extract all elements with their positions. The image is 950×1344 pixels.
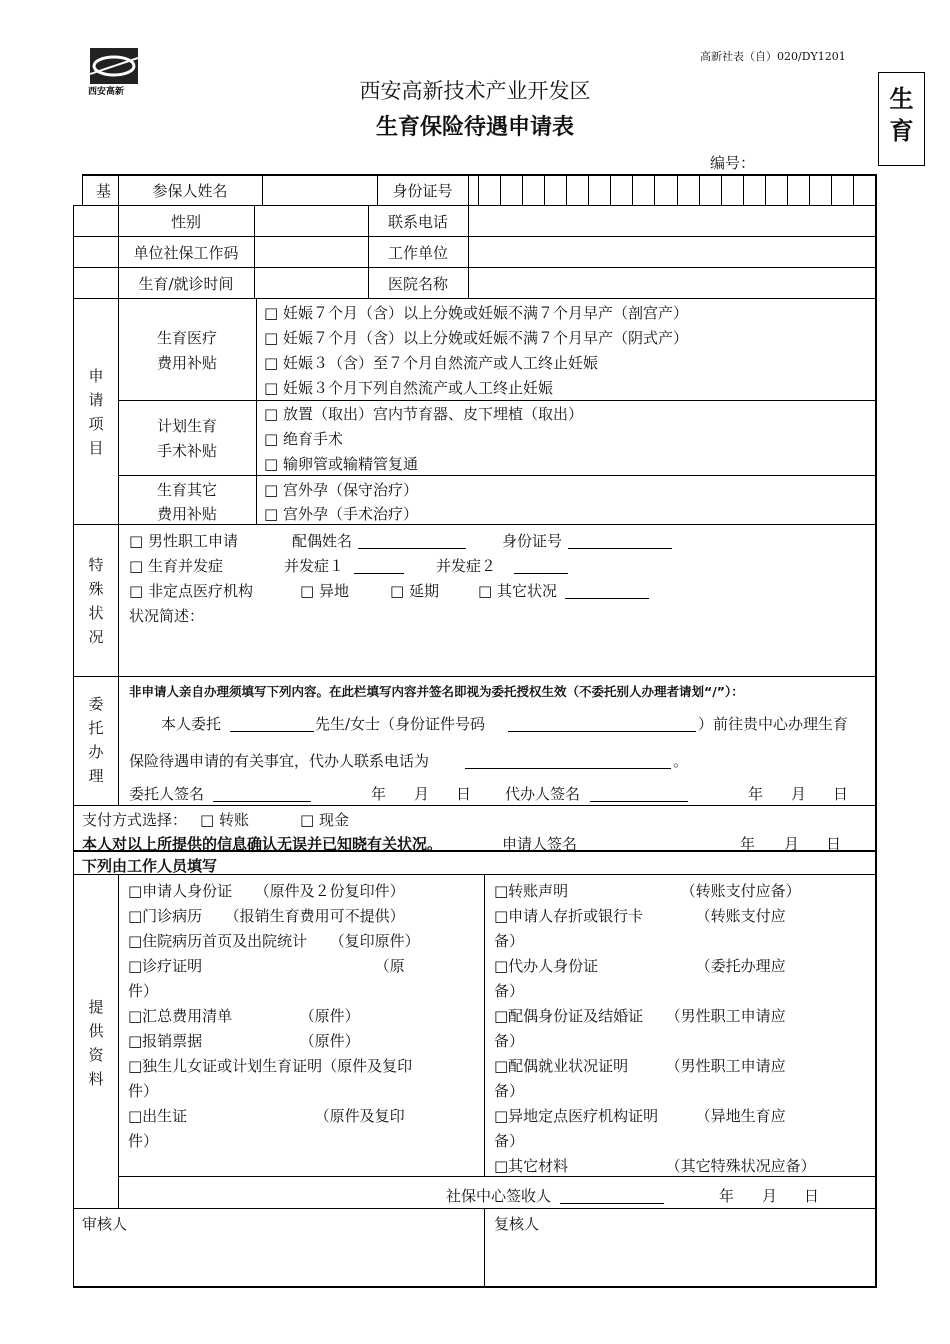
agent-id-field[interactable] <box>508 731 696 732</box>
id-digit-cell[interactable] <box>566 175 589 205</box>
id-digit-cell[interactable] <box>654 175 677 205</box>
section-apply-char: 目 <box>88 439 104 457</box>
material-item[interactable]: 件） <box>128 1132 159 1150</box>
side-label-box <box>878 72 925 166</box>
entruster-sign-label: 委托人签名 <box>129 785 205 803</box>
date-year: 年 <box>740 835 756 853</box>
date-day: 日 <box>833 785 849 803</box>
visit-time-field[interactable] <box>255 268 367 297</box>
section-special-char: 殊 <box>88 580 104 598</box>
complication-2-field[interactable] <box>514 573 568 574</box>
complication-1-label: 并发症１ <box>284 557 345 575</box>
date-day: 日 <box>804 1187 820 1205</box>
material-item[interactable]: □住院病历首页及出院统计 （复印原件） <box>128 932 420 950</box>
agent-phone-field[interactable] <box>465 768 671 769</box>
section-materials-char: 提 <box>88 998 104 1016</box>
date-month: 月 <box>784 835 800 853</box>
complication-checkbox[interactable]: □ 生育并发症 <box>129 557 223 575</box>
other-subsidy-label-1: 生育其它 <box>156 481 217 499</box>
material-item[interactable]: □转账声明 （转账支付应备） <box>494 882 801 900</box>
material-item[interactable]: 件） <box>128 982 159 1000</box>
hospital-label: 医院名称 <box>387 275 448 293</box>
material-item[interactable]: □异地定点医疗机构证明 （异地生育应 <box>494 1107 786 1125</box>
id-digit-cell[interactable] <box>677 175 700 205</box>
id-digit-cell[interactable] <box>544 175 567 205</box>
other-option[interactable]: □ 宫外孕（保守治疗） <box>264 481 418 499</box>
receiver-sign-label: 社保中心签收人 <box>446 1187 552 1205</box>
remote-checkbox[interactable]: □ 异地 <box>300 582 349 600</box>
entrust-line2-b: 。 <box>673 752 689 770</box>
section-special-char: 状 <box>88 604 104 622</box>
material-item[interactable]: 备） <box>494 1082 525 1100</box>
medical-option[interactable]: □ 妊娠７个月（含）以上分娩或妊娠不满７个月早产（阴式产） <box>264 329 688 347</box>
date-month: 月 <box>414 785 430 803</box>
work-unit-label: 工作单位 <box>387 244 448 262</box>
id-digit-cell[interactable] <box>522 175 545 205</box>
section-apply <box>81 364 111 460</box>
male-apply-checkbox[interactable]: □ 男性职工申请 <box>129 532 238 550</box>
section-entrust-char: 托 <box>88 719 104 737</box>
delay-checkbox[interactable]: □ 延期 <box>390 582 439 600</box>
complication-2-label: 并发症２ <box>436 557 497 575</box>
complication-1-field[interactable] <box>354 573 404 574</box>
entrust-notice: 非申请人亲自办理须填写下列内容。在此栏填写内容并签名即视为委托授权生效（不委托别人办理者请划“/”）： <box>129 684 744 699</box>
spouse-name-label: 配偶姓名 <box>292 532 353 550</box>
material-item[interactable]: □汇总费用清单 （原件） <box>128 1007 360 1025</box>
staff-header: 下列由工作人员填写 <box>82 857 218 875</box>
brief-label: 状况简述： <box>129 607 205 625</box>
spouse-name-field[interactable] <box>358 548 466 549</box>
material-item[interactable]: □配偶就业状况证明 （男性职工申请应 <box>494 1057 786 1075</box>
date-year: 年 <box>748 785 764 803</box>
cash-checkbox[interactable]: □ 现金 <box>300 811 349 829</box>
unit-code-field[interactable] <box>255 237 367 266</box>
logo-text: 西安高新 <box>88 87 125 97</box>
medical-option[interactable]: □ 妊娠３（含）至７个月自然流产或人工终止妊娠 <box>264 354 598 372</box>
id-digit-cell[interactable] <box>610 175 633 205</box>
name-label: 参保人姓名 <box>152 182 228 200</box>
id-digit-cell[interactable] <box>721 175 744 205</box>
id-digit-cell[interactable] <box>478 175 501 205</box>
material-item[interactable]: 备） <box>494 932 525 950</box>
payment-label: 支付方式选择： <box>82 811 188 829</box>
entruster-sign-field[interactable] <box>213 801 311 802</box>
agent-sign-field[interactable] <box>590 801 688 802</box>
side-label-1: 生 <box>889 85 914 113</box>
section-materials-char: 供 <box>88 1022 104 1040</box>
plan-subsidy-label-2: 手术补贴 <box>156 442 217 460</box>
other-option[interactable]: □ 宫外孕（手术治疗） <box>264 505 418 523</box>
id-label: 身份证号 <box>392 182 453 200</box>
material-item[interactable]: □独生儿女证或计划生育证明（原件及复印 <box>128 1057 413 1075</box>
section-apply-char: 请 <box>88 391 104 409</box>
medical-subsidy-label-1: 生育医疗 <box>156 329 217 347</box>
section-apply-char: 项 <box>88 415 104 433</box>
id-digit-cell[interactable] <box>743 175 766 205</box>
transfer-checkbox[interactable]: □ 转账 <box>200 811 249 829</box>
section-materials <box>81 995 111 1091</box>
material-item[interactable]: □门诊病历 （报销生育费用可不提供） <box>128 907 405 925</box>
id-digit-cell[interactable] <box>588 175 611 205</box>
id-digit-cell[interactable] <box>632 175 655 205</box>
entrust-line1-b: 先生/女士（身份证件号码 <box>315 715 486 733</box>
agent-name-field[interactable] <box>230 731 314 732</box>
applicant-sign-label: 申请人签名 <box>502 835 578 853</box>
section-entrust-char: 委 <box>88 695 104 713</box>
section-special-char: 况 <box>88 628 104 646</box>
other-status-checkbox[interactable]: □ 其它状况 <box>478 582 557 600</box>
date-day: 日 <box>456 785 472 803</box>
material-item[interactable]: □诊疗证明 （原 <box>128 957 405 975</box>
non-designated-checkbox[interactable]: □ 非定点医疗机构 <box>129 582 253 600</box>
visit-time-label: 生育/就诊时间 <box>138 275 234 293</box>
serial-number-label: 编号： <box>710 154 756 172</box>
material-item[interactable]: 备） <box>494 1132 525 1150</box>
medical-option[interactable]: □ 妊娠３个月下列自然流产或人工终止妊娠 <box>264 379 553 397</box>
section-apply-char: 申 <box>88 367 104 385</box>
material-item[interactable]: □申请人身份证 （原件及２份复印件） <box>128 882 405 900</box>
unit-code-label: 单位社保工作码 <box>133 244 239 262</box>
plan-option[interactable]: □ 绝育手术 <box>264 430 343 448</box>
gender-label: 性别 <box>170 213 201 231</box>
other-subsidy-label-2: 费用补贴 <box>156 505 217 523</box>
section-entrust-char: 办 <box>88 743 104 761</box>
id-digit-cell[interactable] <box>500 175 523 205</box>
entrust-line2-a: 保险待遇申请的有关事宜，代办人联系电话为 <box>129 752 430 770</box>
date-month: 月 <box>791 785 807 803</box>
confirm-statement: 本人对以上所提供的信息确认无误并已知晓有关状况。 <box>82 835 443 853</box>
spouse-id-field[interactable] <box>568 548 672 549</box>
section-basic: 基 <box>96 182 112 200</box>
work-unit-field[interactable] <box>469 237 874 266</box>
id-digit-cell[interactable] <box>699 175 722 205</box>
date-year: 年 <box>719 1187 735 1205</box>
material-item[interactable]: 件） <box>128 1082 159 1100</box>
agent-sign-label: 代办人签名 <box>505 785 581 803</box>
id-digit-cell[interactable] <box>853 175 876 205</box>
medical-option[interactable]: □ 妊娠７个月（含）以上分娩或妊娠不满７个月早产（剖宫产） <box>264 304 688 322</box>
reviewer-label: 审核人 <box>82 1215 128 1233</box>
id-digit-cell[interactable] <box>831 175 854 205</box>
date-year: 年 <box>371 785 387 803</box>
receiver-sign-field[interactable] <box>560 1203 664 1204</box>
section-entrust <box>81 692 111 788</box>
id-digit-cell[interactable] <box>765 175 788 205</box>
plan-subsidy-label-1: 计划生育 <box>156 417 217 435</box>
entrust-line1-a: 本人委托 <box>161 715 222 733</box>
material-item[interactable]: 备） <box>494 982 525 1000</box>
spouse-id-label: 身份证号 <box>502 532 563 550</box>
phone-label: 联系电话 <box>387 213 448 231</box>
material-item[interactable]: □出生证 （原件及复印 <box>128 1107 405 1125</box>
id-digit-cell[interactable] <box>809 175 832 205</box>
id-digit-cell[interactable] <box>787 175 810 205</box>
side-label-2: 育 <box>889 117 914 145</box>
entrust-line1-c: ）前往贵中心办理生育 <box>698 715 849 733</box>
other-status-field[interactable] <box>565 598 649 599</box>
name-field[interactable] <box>263 176 376 205</box>
material-item[interactable]: □报销票据 （原件） <box>128 1032 360 1050</box>
section-materials-char: 料 <box>88 1070 104 1088</box>
section-special <box>81 553 111 649</box>
material-item[interactable]: 备） <box>494 1032 525 1050</box>
hospital-field[interactable] <box>469 268 874 297</box>
date-day: 日 <box>826 835 842 853</box>
plan-option[interactable]: □ 放置（取出）宫内节育器、皮下埋植（取出） <box>264 405 583 423</box>
material-item[interactable]: □代办人身份证 （委托办理应 <box>494 957 786 975</box>
page-title: 生育保险待遇申请表 <box>375 115 574 140</box>
date-month: 月 <box>762 1187 778 1205</box>
section-entrust-char: 理 <box>88 767 104 785</box>
section-materials-char: 资 <box>88 1046 104 1064</box>
phone-field[interactable] <box>469 206 874 235</box>
form-code: 高新社表（自）020/DY1201 <box>700 50 846 63</box>
medical-subsidy-label-2: 费用补贴 <box>156 354 217 372</box>
material-item[interactable]: □配偶身份证及结婚证 （男性职工申请应 <box>494 1007 786 1025</box>
material-item[interactable]: □其它材料 （其它特殊状况应备） <box>494 1157 816 1175</box>
gender-field[interactable] <box>255 206 367 235</box>
title-line-1: 西安高新技术产业开发区 <box>359 79 591 103</box>
section-special-char: 特 <box>88 556 104 574</box>
rechecker-label: 复核人 <box>494 1215 540 1233</box>
plan-option[interactable]: □ 输卵管或输精管复通 <box>264 455 418 473</box>
material-item[interactable]: □申请人存折或银行卡 （转账支付应 <box>494 907 786 925</box>
